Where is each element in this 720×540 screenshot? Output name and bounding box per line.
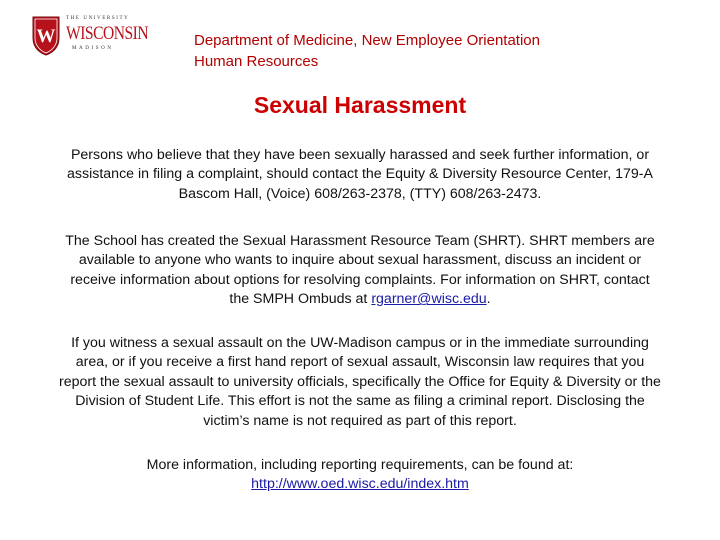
paragraph-line: report the sexual assault to university officials, specifically the Office for Equity & Diversity or the <box>59 373 661 390</box>
crest-icon <box>32 16 60 56</box>
paragraph-line: Persons who believe that they have been sexually harassed and seek further information, or <box>70 147 650 163</box>
paragraph-line: Bascom Hall, (Voice) 608/263-2378, (TTY) 608/263-2473. <box>178 185 542 202</box>
logo-main-text: WISCONSIN <box>66 23 149 44</box>
header-line-1: Department of Medicine, New Employee Orientation <box>194 32 540 49</box>
header-line-2: Human Resources <box>194 53 319 70</box>
paragraph-line: available to anyone who wants to inquire about sexual harassment, discuss an incident or <box>78 252 642 269</box>
oed-website-link[interactable]: http://www.oed.wisc.edu/index.htm <box>251 476 469 493</box>
paragraph-line: victim’s name is not required as part of this report. <box>203 412 517 429</box>
paragraph-line: Division of Student Life. This effort is not the same as filing a criminal report. Disclosing the <box>75 393 645 410</box>
ombuds-email-link[interactable]: rgarner@wisc.edu <box>371 291 487 308</box>
crest-letter: W <box>36 26 56 47</box>
paragraph-reporting <box>16 334 704 431</box>
paragraph-line: The School has created the Sexual Harassment Resource Team (SHRT). SHRT members are <box>65 233 655 249</box>
paragraph-line: receive information about options for resolving complaints. For information on SHRT, contact <box>70 271 650 288</box>
ombuds-text: the SMPH Ombuds at <box>229 291 372 308</box>
slide-title: Sexual Harassment <box>253 92 467 118</box>
paragraph-line: assistance in filing a complaint, should contact the Equity & Diversity Resource Center, 179-A <box>67 166 653 183</box>
paragraph-contact <box>16 146 704 204</box>
paragraph-line <box>16 475 704 494</box>
logo-bottom-text: MADISON <box>72 46 114 51</box>
university-logo <box>32 14 154 62</box>
paragraph-line <box>16 290 704 309</box>
paragraph-line: More information, including reporting requirements, can be found at: <box>146 457 574 473</box>
logo-top-text: THE UNIVERSITY <box>66 16 130 21</box>
paragraph-line: area, or if you receive a first hand report of sexual assault, Wisconsin law requires that you <box>75 354 645 371</box>
period-text: . <box>486 291 491 308</box>
paragraph-shrt <box>16 232 704 310</box>
paragraph-line: If you witness a sexual assault on the UW-Madison campus or in the immediate surrounding <box>71 335 649 351</box>
paragraph-more-info <box>16 456 704 495</box>
slide-header <box>194 30 540 72</box>
